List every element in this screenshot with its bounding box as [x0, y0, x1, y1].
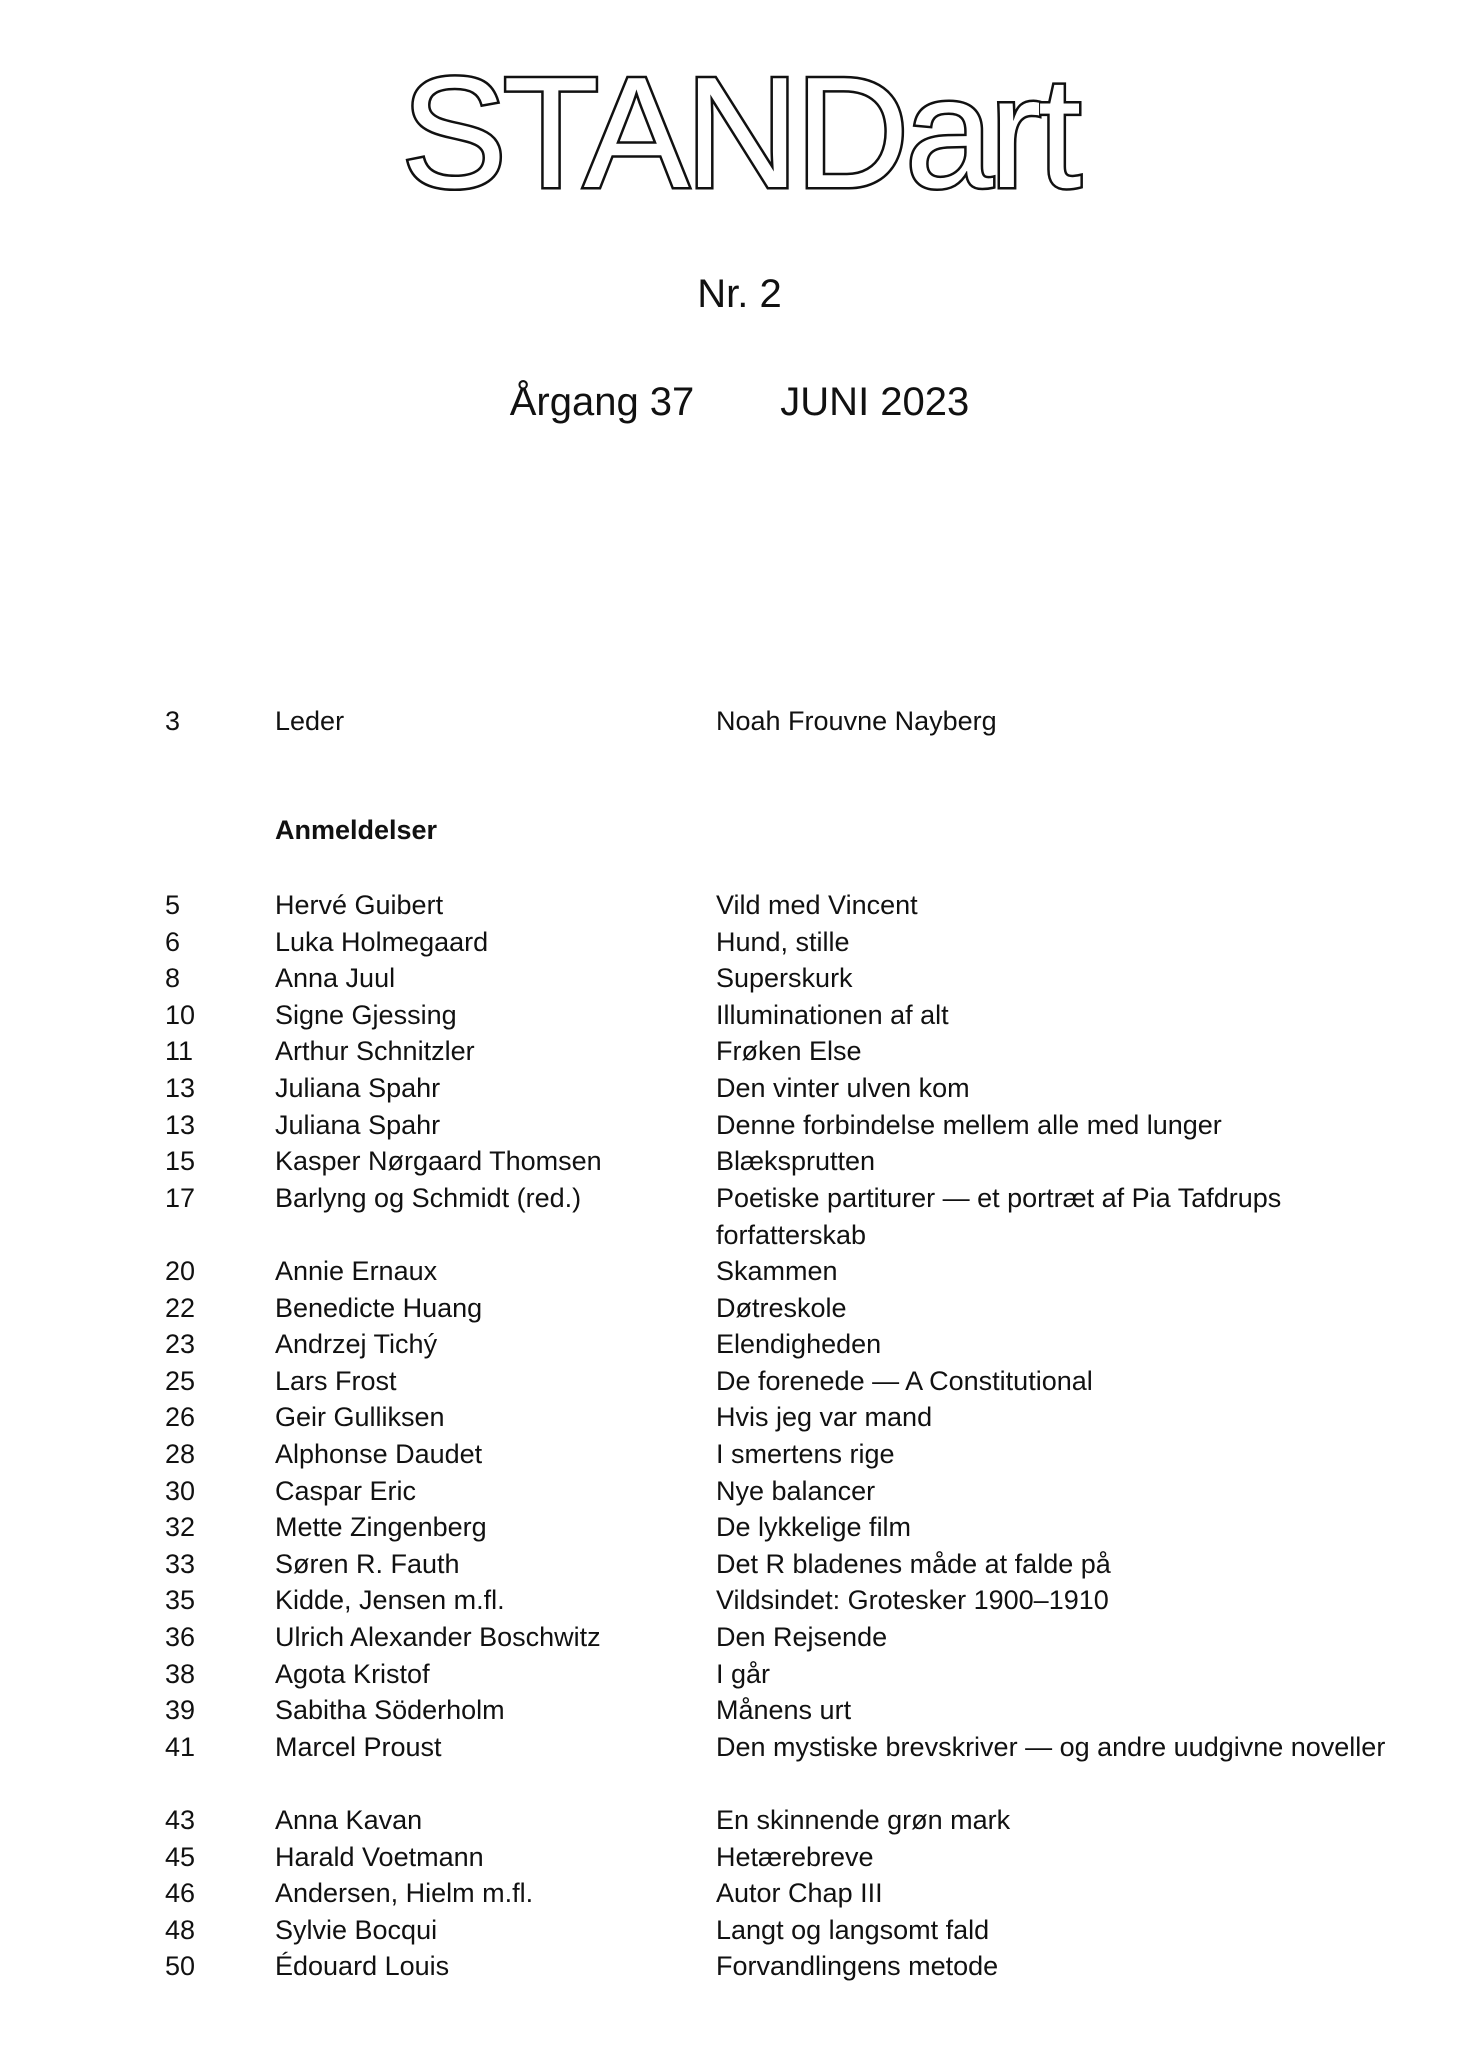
toc-review-title: Hvis jeg var mand [716, 1402, 933, 1433]
toc-entry-title: Leder [275, 706, 345, 736]
toc-review-author: Sabitha Söderholm [275, 1695, 505, 1726]
toc-review-title: I går [716, 1658, 771, 1689]
toc-review-title: En skinnende grøn mark [716, 1805, 1011, 1835]
toc-review-title: De lykkelige film [716, 1512, 912, 1543]
magazine-logo: STANDart [401, 45, 1078, 221]
toc-page-number: 28 [165, 1439, 196, 1469]
toc-page-number: 48 [165, 1914, 196, 1945]
toc-review-title: I smertens rige [716, 1439, 895, 1469]
toc-page-number: 30 [165, 1475, 196, 1506]
toc-review-author: Kidde, Jensen m.fl. [275, 1585, 505, 1616]
toc-review-author: Juliana Spahr [275, 1073, 441, 1103]
toc-review-title: Denne forbindelse mellem alle med lunger [716, 1109, 1222, 1140]
toc-review-title: Langt og langsomt fald [716, 1914, 990, 1945]
toc-review-title: Illuminationen af alt [716, 999, 949, 1030]
toc-page-number: 5 [165, 890, 181, 920]
toc-review-author: Caspar Eric [275, 1475, 417, 1506]
toc-review-title: Forvandlingens metode [716, 1951, 999, 1982]
toc-review-author: Alphonse Daudet [275, 1439, 483, 1469]
volume-label: Årgang 37 [509, 380, 695, 424]
toc-review-author: Søren R. Fauth [275, 1548, 460, 1579]
toc-review-title: Vild med Vincent [716, 890, 918, 920]
toc-page-number: 46 [165, 1878, 196, 1909]
toc-review-author: Benedicte Huang [275, 1292, 483, 1323]
toc-page-number: 33 [165, 1548, 196, 1579]
toc-page-number: 38 [165, 1658, 196, 1689]
toc-review-title: Elendigheden [716, 1329, 882, 1360]
toc-page-number: 41 [165, 1731, 196, 1762]
date-label: JUNI 2023 [780, 380, 970, 424]
toc-review-title: Autor Chap III [716, 1878, 883, 1909]
section-heading-reviews: Anmeldelser [275, 815, 438, 845]
toc-review-author: Signe Gjessing [275, 999, 457, 1030]
toc-review-author: Luka Holmegaard [275, 926, 489, 957]
toc-page-number: 20 [165, 1256, 196, 1286]
toc-review-title: Poetiske partiturer — et portræt af Pia Tafdrups forfatterskab [716, 1182, 1282, 1250]
toc-review-author: Édouard Louis [275, 1951, 450, 1982]
toc-page-number: 17 [165, 1182, 196, 1213]
toc-review-author: Harald Voetmann [275, 1841, 484, 1872]
toc-page-number: 50 [165, 1951, 196, 1982]
toc-review-author: Lars Frost [275, 1365, 397, 1396]
toc-page-number: 36 [165, 1622, 196, 1652]
toc-page-number: 35 [165, 1585, 196, 1616]
toc-review-title: Skammen [716, 1256, 838, 1286]
toc-page-number: 8 [165, 963, 181, 994]
toc-review-title: Nye balancer [716, 1475, 876, 1506]
toc-review-author: Sylvie Bocqui [275, 1914, 438, 1945]
toc-review-author: Kasper Nørgaard Thomsen [275, 1146, 602, 1177]
toc-review-author: Andersen, Hielm m.fl. [275, 1878, 534, 1909]
toc-page-number: 23 [165, 1329, 196, 1360]
toc-page-number: 39 [165, 1695, 196, 1726]
toc-entry-author: Noah Frouvne Nayberg [716, 706, 997, 736]
toc-review-author: Annie Ernaux [275, 1256, 438, 1286]
toc-review-author: Agota Kristof [275, 1658, 430, 1689]
toc-review-author: Hervé Guibert [275, 890, 444, 920]
toc-review-title: Den mystiske brevskriver — og andre uudgivne noveller [716, 1731, 1386, 1762]
toc-review-title: Månens urt [716, 1695, 852, 1726]
toc-review-title: Døtreskole [716, 1292, 847, 1323]
toc-review-title: Vildsindet: Grotesker 1900–1910 [716, 1585, 1109, 1616]
toc-page-number: 26 [165, 1402, 196, 1433]
toc-review-title: Blæksprutten [716, 1146, 876, 1177]
toc-review-title: Hund, stille [716, 926, 850, 957]
toc-page-number: 15 [165, 1146, 196, 1177]
toc-page-number: 13 [165, 1109, 196, 1140]
toc-review-author: Barlyng og Schmidt (red.) [275, 1182, 582, 1213]
toc-page-number: 3 [165, 706, 181, 736]
toc-page-number: 10 [165, 999, 196, 1030]
toc-review-author: Mette Zingenberg [275, 1512, 487, 1543]
toc-review-author: Geir Gulliksen [275, 1402, 445, 1433]
toc-page-number: 43 [165, 1805, 196, 1835]
toc-review-author: Juliana Spahr [275, 1109, 441, 1140]
toc-review-title: Den vinter ulven kom [716, 1073, 970, 1103]
toc-page-number: 11 [165, 1036, 194, 1067]
toc-page-number: 6 [165, 926, 181, 957]
toc-page-number: 25 [165, 1365, 196, 1396]
toc-review-author: Anna Kavan [275, 1805, 423, 1835]
toc-review-author: Arthur Schnitzler [275, 1036, 475, 1067]
toc-review-author: Marcel Proust [275, 1731, 442, 1762]
toc-review-title: Superskurk [716, 963, 853, 994]
toc-review-title: Frøken Else [716, 1036, 862, 1067]
issue-number: Nr. 2 [697, 272, 782, 316]
toc-page-number: 32 [165, 1512, 196, 1543]
toc-page-number: 13 [165, 1073, 196, 1103]
toc-review-title: Den Rejsende [716, 1622, 888, 1652]
toc-review-author: Anna Juul [275, 963, 396, 994]
toc-review-title: Hetærebreve [716, 1841, 874, 1872]
toc-review-title: Det R bladenes måde at falde på [716, 1548, 1111, 1579]
toc-review-author: Andrzej Tichý [275, 1329, 438, 1360]
toc-review-author: Ulrich Alexander Boschwitz [275, 1622, 601, 1652]
toc-page-number: 45 [165, 1841, 196, 1872]
toc-page-number: 22 [165, 1292, 196, 1323]
toc-review-title: De forenede — A Constitutional [716, 1365, 1093, 1396]
